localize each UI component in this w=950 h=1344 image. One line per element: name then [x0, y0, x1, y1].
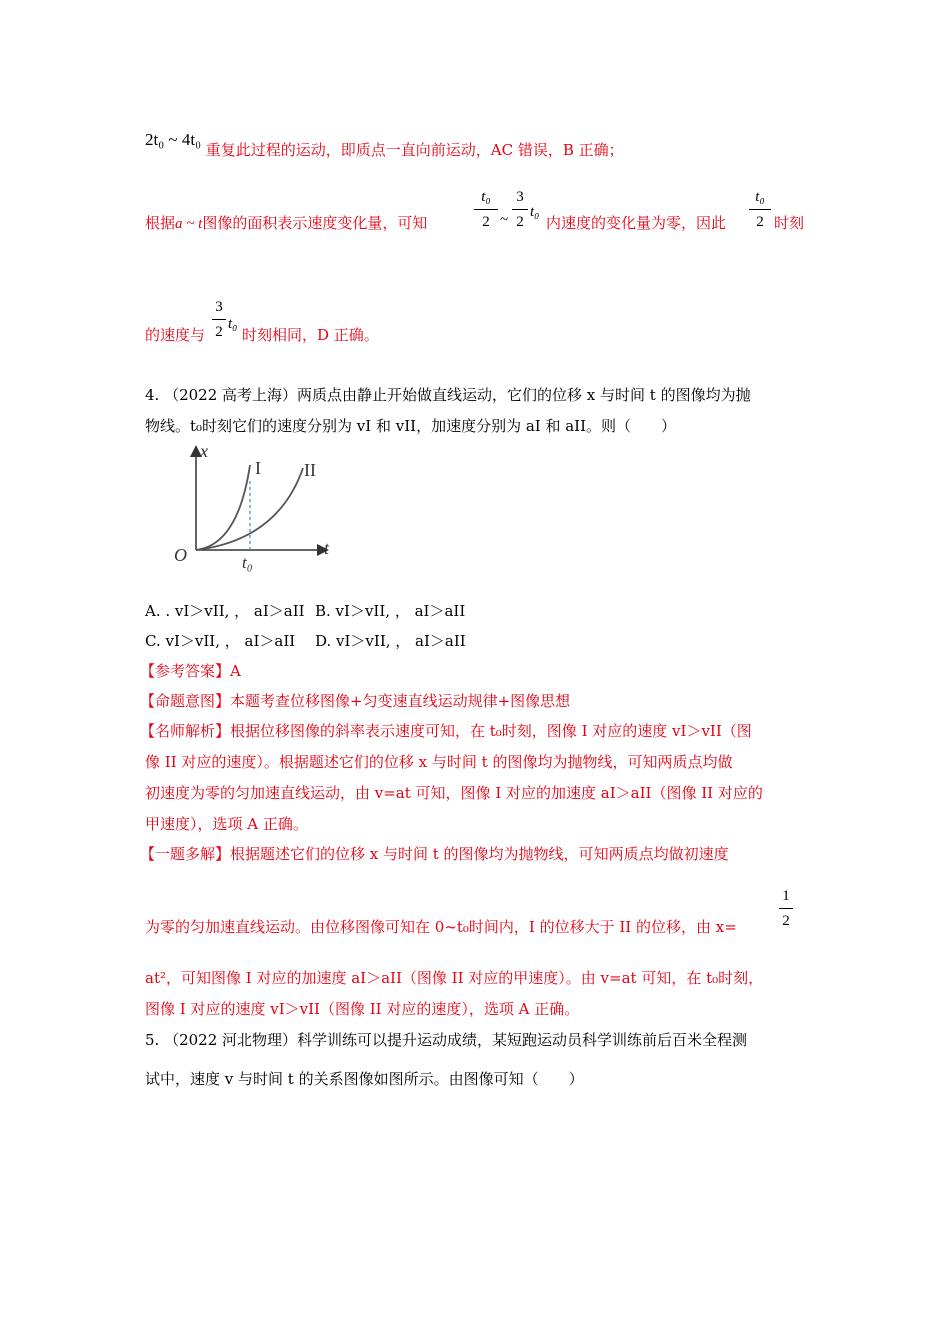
- origin-label: O: [174, 545, 187, 565]
- y-axis-label: x: [200, 441, 208, 461]
- option-d[interactable]: D. vI＞vII, ， aI＞aII: [315, 632, 466, 650]
- multi-solution-line-1: 【一题多解】根据题述它们的位移 x 与时间 t 的图像均为抛物线，可知两质点均做初速度: [140, 845, 729, 863]
- text-mid: 图像的面积表示速度变化量，可知: [202, 214, 428, 232]
- t0-label: t₀: [242, 553, 253, 572]
- text-mid2: 内速度的变化量为零，因此: [546, 214, 727, 232]
- multi-solution-line-2: 为零的匀加速直线运动。由位移图像可知在 0~t₀时间内，I 的位移大于 II 的位移，由 x=: [145, 918, 737, 936]
- reference-answer: 【参考答案】A: [140, 662, 241, 680]
- analysis-line-3: 初速度为零的匀加速直线运动，由 v=at 可知，图像 I 对应的加速度 aI＞aII（图像 II 对应的: [145, 784, 763, 802]
- solution-line-3-post: 时刻相同，D 正确。: [242, 326, 379, 344]
- tilde: ~: [500, 212, 509, 228]
- fraction-t0-over-2-b: t₀ 2: [749, 186, 771, 233]
- fraction-3-over-2-b: 3 2: [212, 296, 226, 343]
- fraction-t0-over-2: t₀ 2: [474, 186, 498, 233]
- solution-line-3-pre: 的速度与: [145, 326, 206, 344]
- fraction-3-over-2: 3 2: [512, 186, 528, 233]
- solution-line-2: [145, 213, 427, 234]
- fraction-1-over-2: 1 2: [779, 885, 793, 932]
- q4-line-1: 4. （2022 高考上海）两质点由静止开始做直线运动，它们的位移 x 与时间 t 的图像均为抛: [145, 386, 751, 404]
- time-interval-expr: 2t₀ ~ 4t₀: [145, 130, 201, 149]
- position-time-graph: [168, 440, 348, 580]
- solution-text: 重复此过程的运动，即质点一直向前运动，AC 错误，B 正确；: [205, 141, 624, 159]
- analysis-line-2: 像 II 对应的速度）。根据题述它们的位移 x 与时间 t 的图像均为抛物线，可知两质点均做: [145, 753, 733, 771]
- analysis-line-4: 甲速度），选项 A 正确。: [145, 815, 308, 833]
- multi-solution-line-3: at²，可知图像 I 对应的加速度 aI＞aII（图像 II 对应的甲速度）。由 v=at 可知，在 t₀时刻，: [145, 969, 764, 987]
- text-post: 时刻: [774, 214, 805, 232]
- q5-line-2: 试中，速度 v 与时间 t 的关系图像如图所示。由图像可知（ ）: [145, 1070, 584, 1088]
- t0-symbol-b: t₀: [228, 316, 238, 332]
- analysis-line-1: 【名师解析】根据位移图像的斜率表示速度可知，在 t₀时刻，图像 I 对应的速度 vI＞vII（图: [140, 722, 752, 740]
- option-a[interactable]: A. . vI＞vII, ， aI＞aII: [145, 602, 305, 620]
- text-pre: 根据: [145, 214, 176, 232]
- curve-I-label: I: [255, 458, 261, 478]
- a-t-expr: a ~ t: [175, 216, 203, 232]
- question-intent: 【命题意图】本题考查位移图像+匀变速直线运动规律+图像思想: [140, 692, 571, 710]
- q5-line-1: 5. （2022 河北物理）科学训练可以提升运动成绩，某短跑运动员科学训练前后百米全程测: [145, 1031, 748, 1049]
- q4-line-2: 物线。t₀时刻它们的速度分别为 vI 和 vII，加速度分别为 aI 和 aII。则（ ）: [145, 417, 677, 435]
- option-c[interactable]: C. vI＞vII, ， aI＞aII: [145, 632, 296, 650]
- multi-solution-line-4: 图像 I 对应的速度 vI＞vII（图像 II 对应的速度），选项 A 正确。: [145, 1000, 580, 1018]
- x-axis-label: t: [324, 538, 330, 558]
- t0-symbol: t₀: [530, 204, 540, 220]
- curve-II-label: II: [304, 460, 316, 480]
- solution-line-1: [145, 130, 624, 159]
- option-b[interactable]: B. vI＞vII, ， aI＞aII: [315, 602, 466, 620]
